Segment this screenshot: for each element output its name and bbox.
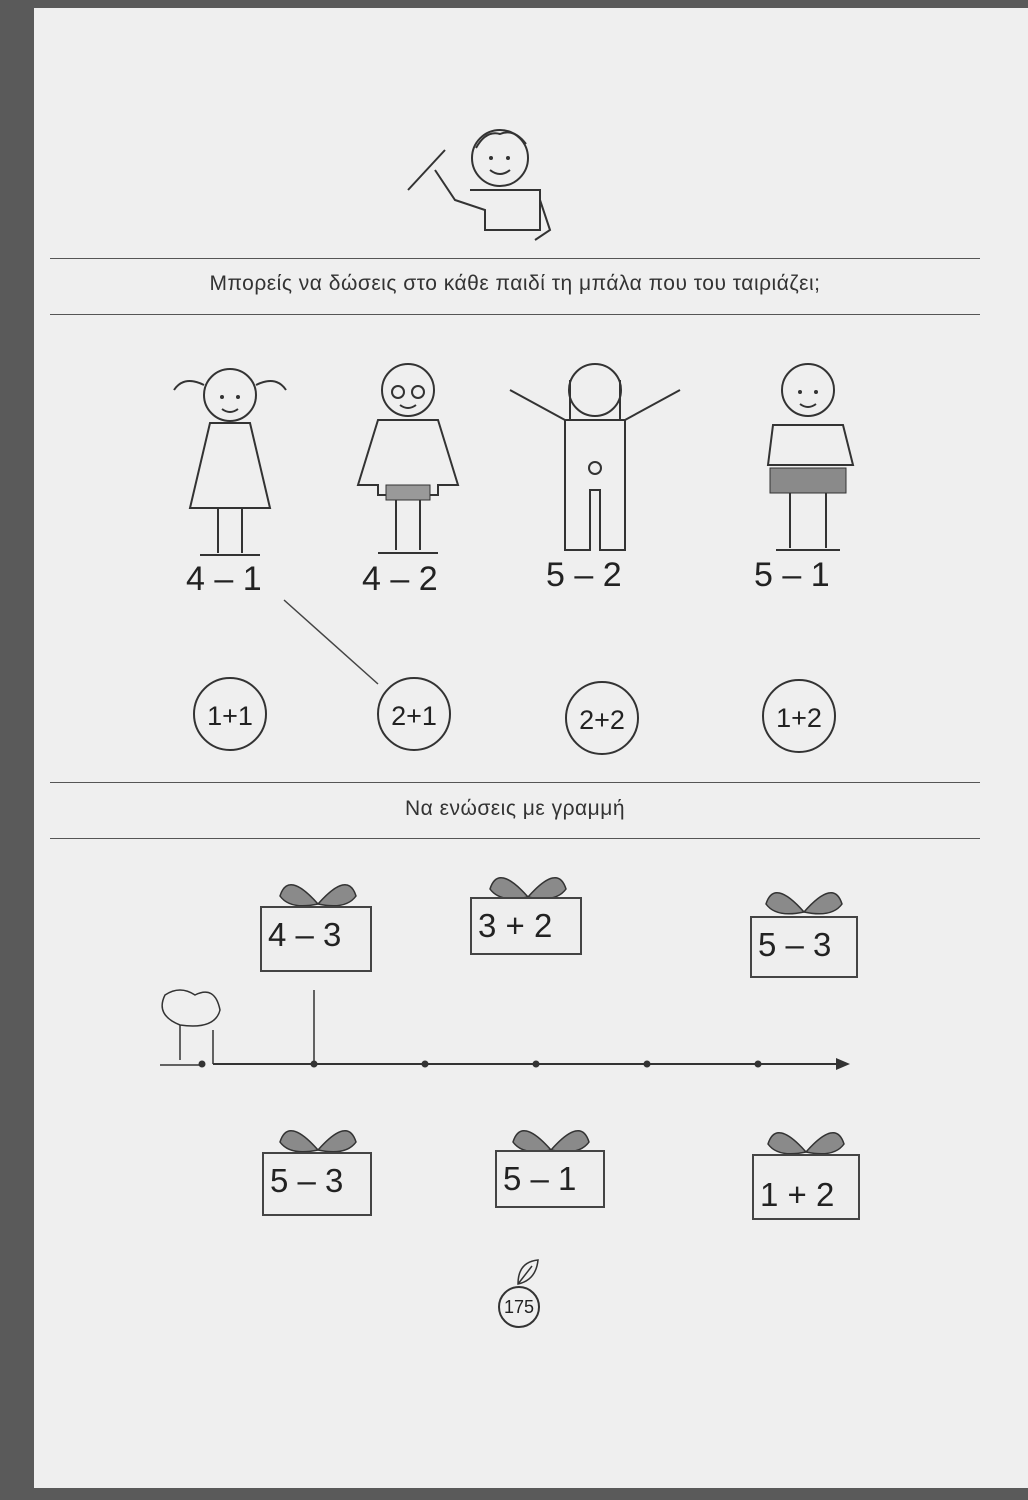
divider <box>50 838 980 839</box>
instruction-1: Μπορείς να δώσεις στο κάθε παιδί τη μπάλα που του ταιριάζει; <box>209 272 821 295</box>
ribbon-bow-icon <box>278 1118 358 1156</box>
page-number: 175 <box>498 1286 540 1328</box>
child-expression: 5 – 2 <box>546 556 622 594</box>
child-expression: 5 – 1 <box>754 556 830 594</box>
leaf-icon <box>512 1256 542 1286</box>
ball[interactable]: 2+1 <box>377 677 451 751</box>
gift-bottom-2[interactable] <box>495 1118 605 1210</box>
child-expression: 4 – 1 <box>186 560 262 598</box>
ribbon-bow-icon <box>766 1120 846 1158</box>
gift-top-3[interactable] <box>750 880 858 980</box>
gift-expression: 1 + 2 <box>752 1154 860 1220</box>
gift-bottom-1[interactable] <box>262 1118 372 1218</box>
number-line <box>150 990 870 1080</box>
gift-bottom-3[interactable] <box>752 1120 860 1222</box>
gift-expression: 4 – 3 <box>260 906 372 972</box>
ball[interactable]: 1+2 <box>762 679 836 753</box>
gift-top-1[interactable] <box>260 872 372 974</box>
gift-expression: 5 – 3 <box>262 1152 372 1216</box>
tree-icon <box>162 990 220 1060</box>
ball[interactable]: 2+2 <box>565 681 639 755</box>
gift-expression: 5 – 1 <box>495 1150 605 1208</box>
ribbon-bow-icon <box>278 872 358 910</box>
gift-expression: 5 – 3 <box>750 916 858 978</box>
gift-expression: 3 + 2 <box>470 897 582 955</box>
instruction-2: Να ενώσεις με γραμμή <box>404 797 626 820</box>
child-expression: 4 – 2 <box>362 560 438 598</box>
ball[interactable]: 1+1 <box>193 677 267 751</box>
gift-top-2[interactable] <box>470 865 582 957</box>
ribbon-bow-icon <box>764 880 844 918</box>
divider <box>50 782 980 783</box>
